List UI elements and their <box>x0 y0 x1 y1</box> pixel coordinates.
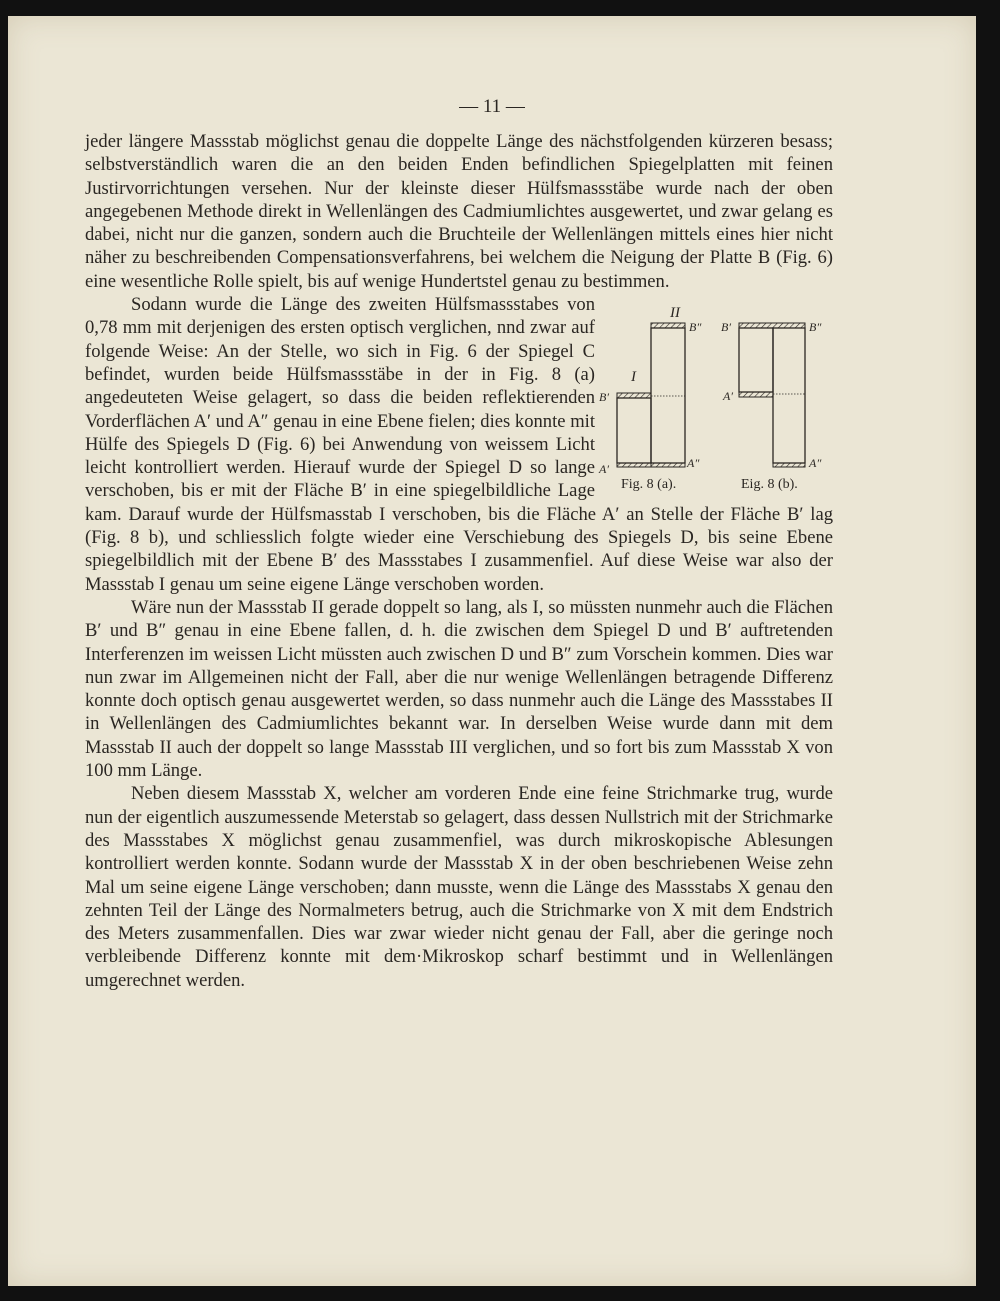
paragraph-2 <box>85 293 833 596</box>
label-B2-b: B″ <box>809 320 822 335</box>
paragraph-1: jeder längere Massstab möglichst genau die doppelte Länge des nächstfolgenden kürzeren besass; selbstverständlich waren die an den beiden Enden befindlichen Spiegelplatten mit feinen Justirvorrichtungen versehen. Nur der kleinste dieser Hülfsmassstäbe wurde nach der oben angegebenen Methode direkt in Wellenlängen des Cadmiumlichtes ausgewertet, und zwar gelang es dabei, nicht nur die ganzen, sondern auch die Bruchteile der Wellenlängen mittels eines hier nicht näher zu beschreibenden Compensationsverfahrens, bei welchem die Neigung der Platte B (Fig. 6) eine wesentliche Rolle spielt, bis auf wenige Hundertstel genau zu bestimmen. <box>85 131 833 292</box>
plate-b1-a <box>617 393 651 398</box>
scale-II-b <box>773 328 805 463</box>
caption-fig-8b: Eig. 8 (b). <box>741 477 798 493</box>
label-B1-a: B′ <box>599 390 609 405</box>
book-page <box>8 16 976 1286</box>
body-text <box>85 130 833 992</box>
label-A1-b: A′ <box>723 389 733 404</box>
plate-b2-a <box>651 323 685 328</box>
caption-fig-8a: Fig. 8 (a). <box>621 477 677 493</box>
figure-8-diagram <box>599 297 847 493</box>
plate-b-top-b <box>739 323 805 328</box>
label-B2-a: B″ <box>689 320 702 335</box>
scale-I-b <box>739 328 773 392</box>
label-A2-a: A″ <box>687 456 700 471</box>
label-B1-b: B′ <box>721 320 731 335</box>
paragraph-4: Neben diesem Massstab X, welcher am vorderen Ende eine feine Strichmarke trug, wurde nun der eigentlich auszumessende Meterstab so gelagert, dass dessen Nullstrich mit der Strichmarke des Massstabes X möglichst genau zusammenfiel, was durch mikroskopische Ablesungen kontrolliert werden konnte. Sodann wurde der Massstab X in der oben beschriebenen Weise zehn Mal um seine eigene Länge verschoben; dann musste, wenn die Länge des Massstabs X genau den zehnten Teil der Länge des Normalmeters betrug, auch die Strichmarke von X mit dem Endstrich des Meters zusammenfallen. Dies war zwar wieder nicht genau der Fall, aber die geringe noch verbleibende Differenz konnte mit dem·Mikroskop scharf bestimmt und in Wellenlängen umgerechnet werden. <box>85 783 833 991</box>
plate-a2-b <box>773 463 805 467</box>
label-A1-a: A′ <box>599 462 609 477</box>
page-number: — 11 — <box>459 96 525 117</box>
paragraph-3: Wäre nun der Massstab II gerade doppelt so lang, als I, so müssten nunmehr auch die Flächen B′ und B″ genau in eine Ebene fallen, d. h. die zwischen dem Spiegel D und B′ auftretenden Interferenzen im weissen Licht müssten auch zwischen D und B″ zum Vorschein kommen. Dies war nun zwar im Allgemeinen nicht der Fall, aber die nur wenige Wellenlängen betragende Differenz konnte doch optisch genau ausgewertet werden, so dass nunmehr auch die Länge des Massstabes II in Wellenlängen des Cadmiumlichtes bekannt war. In derselben Weise wurde dann mit dem Massstab II auch der doppelt so lange Massstab III verglichen, und so fort bis zum Massstab X von 100 mm Länge. <box>85 596 833 782</box>
plate-a1-b <box>739 392 773 397</box>
scale-II-a <box>651 328 685 463</box>
plate-a2-a <box>651 463 685 467</box>
label-A2-b: A″ <box>809 456 822 471</box>
plate-a1-a <box>617 463 651 467</box>
scale-I-a <box>617 398 651 463</box>
label-I: I <box>631 369 636 386</box>
label-II: II <box>670 305 680 322</box>
paragraph-2-text: Sodann wurde die Länge des zweiten Hülfsmassstabes von 0,78 mm mit derjenigen des ersten optisch verglichen, nnd zwar auf folgende Weise: An der Stelle, wo sich in Fig. 6 der Spiegel C befindet, wurden beide Hülfsmassstäbe in der in Fig. 8 (a) angedeuteten Weise gelagert, so dass die beiden reflektierenden Vorderflächen A′ und A″ genau in eine Ebene fielen; dies konnte mit Hülfe des Spiegels D (Fig. 6) bei Anwendung von weissem Licht leicht kontrolliert werden. Hierauf wurde der Spiegel D so lange verschoben, bis er mit der Fläche B′ in eine spiegelbildliche Lage kam. Darauf wurde der Hülfsmasstab I verschoben, bis die Fläche A′ an Stelle der Fläche B′ lag (Fig. 8 b), und schliesslich folgte wieder eine Verschiebung des Spiegels D, bis seine Ebene spiegelbildlich mit der Ebene B′ des Massstabes I zusammenfiel. Auf diese Weise war also der Massstab I genau um seine eigene Länge verschoben worden. <box>85 294 833 595</box>
figure-8 <box>599 297 847 493</box>
